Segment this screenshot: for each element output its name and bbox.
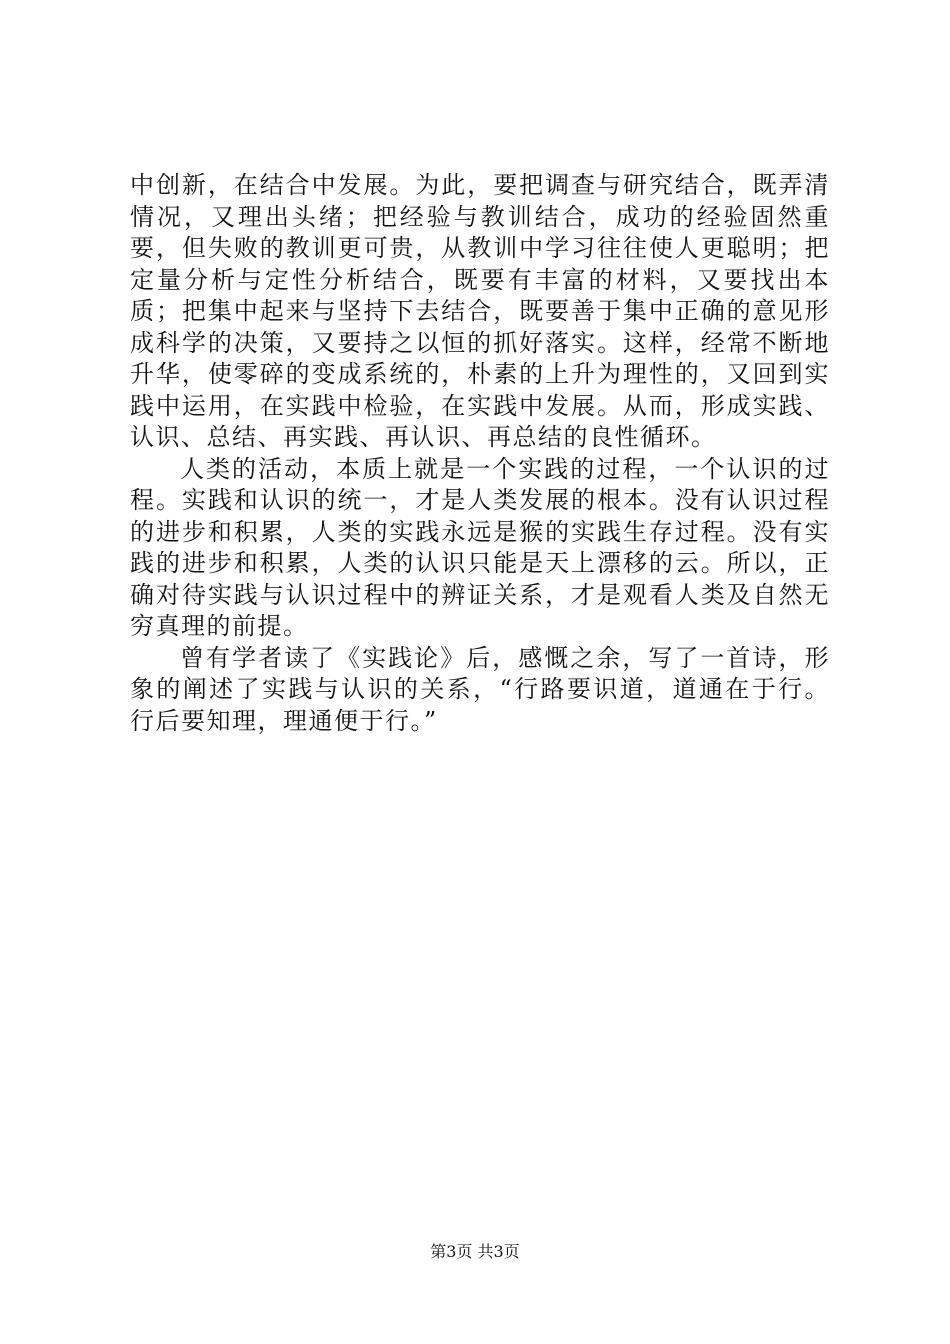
paragraph-human-activity: 人类的活动，本质上就是一个实践的过程，一个认识的过程。实践和认识的统一，才是人类发展的根本。没有认识过程的进步和积累，人类的实践永远是猴的实践生存过程。没有实践的进步和积累，人类的认识只能是天上漂移的云。所以，正确对待实践与认识过程中的辨证关系，才是观看人类及自然无穷真理的前提。 (130, 454, 830, 640)
body-text (130, 170, 830, 737)
paragraph-poem-quote: 曾有学者读了《实践论》后，感慨之余，写了一首诗，形象的阐述了实践与认识的关系，“行路要识道，道通在于行。行后要知理，理通便于行。” (130, 643, 830, 735)
paragraph-continuation: 中创新，在结合中发展。为此，要把调查与研究结合，既弄清情况，又理出头绪；把经验与教训结合，成功的经验固然重要，但失败的教训更可贵，从教训中学习往往使人更聪明；把定量分析与定性分析结合，既要有丰富的材料，又要找出本质；把集中起来与坚持下去结合，既要善于集中正确的意见形成科学的决策，又要持之以恒的抓好落实。这样，经常不断地升华，使零碎的变成系统的，朴素的上升为理性的，又回到实践中运用，在实践中检验，在实践中发展。从而，形成实践、认识、总结、再实践、再认识、再总结的良性循环。 (130, 171, 830, 451)
page-footer: 第3页 共3页 (430, 1242, 520, 1261)
